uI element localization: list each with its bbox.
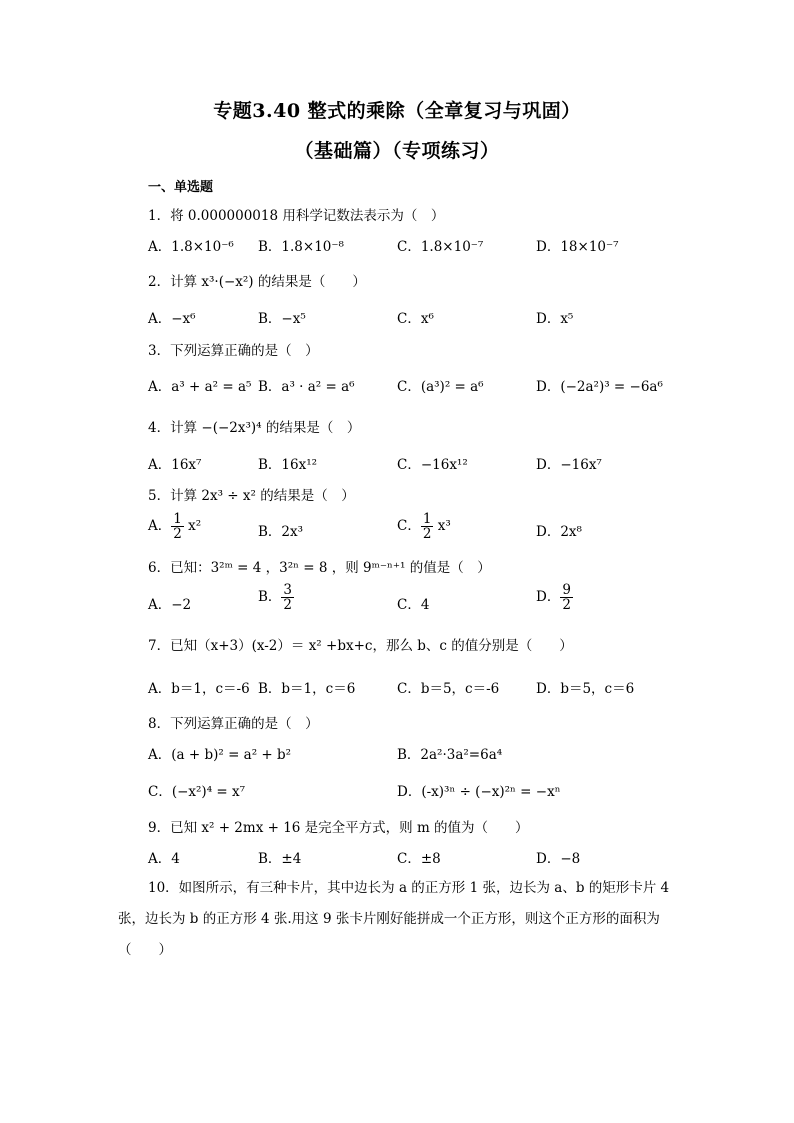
fraction: $\frac{1}{2}$ [173,511,182,543]
question-6-stem: 6．已知：3²ᵐ = 4 ，3²ⁿ = 8 ，则 9ᵐ⁻ⁿ⁺¹ 的值是（ ） [148,560,491,576]
question-2-stem: 2．计算 x³·(−x²) 的结果是（ ） [148,274,366,290]
question-10-line-3: （ ） [118,942,172,958]
question-2-option-c: C．x⁶ [397,311,434,327]
fraction: $\frac{3}{2}$ [283,582,293,614]
question-6-option-a: A．−2 [148,597,192,613]
document-title: 专题3.40 整式的乘除（全章复习与巩固） [213,100,581,122]
question-1-option-a: A．1.8×10⁻⁶ [148,239,234,255]
question-10-continuation [118,904,678,966]
question-5-option-c: C． $\frac{1}{2}$ x³ [397,511,451,543]
question-2-option-d: D．x⁵ [536,311,574,327]
question-10-line-1: 10．如图所示，有三种卡片，其中边长为 a 的正方形 1 张，边长为 a、b 的矩形卡片 4 [148,880,670,896]
question-8-option-b: B．2a²·3a²=6a⁴ [397,747,503,763]
question-5-option-b: B．2x³ [258,524,304,540]
question-3-option-d: D．(−2a²)³ = −6a⁶ [536,379,663,395]
question-3-option-c: C．(a³)² = a⁶ [397,379,484,395]
question-3-option-a: A．a³ + a² = a⁵ [148,379,252,395]
question-3-stem: 3．下列运算正确的是（ ） [148,343,319,359]
question-2-option-b: B．−x⁵ [258,311,306,327]
question-9-option-d: D．−8 [536,851,581,867]
question-4-option-a: A．16x⁷ [148,457,202,473]
question-9-option-b: B．±4 [258,851,302,867]
question-6-option-b-letter: B． [258,589,282,606]
document-subtitle: （基础篇）（专项练习） [294,140,500,162]
question-4-option-d: D．−16x⁷ [536,457,602,473]
question-7-stem: 7．已知（x+3）(x-2）＝ x² +bx+c，那么 b、c 的值分别是（ ） [148,638,573,654]
question-6-option-d [536,583,573,612]
question-4-option-c: C．−16x¹² [397,457,468,473]
question-1-stem: 1．将 0.000000018 用科学记数法表示为（ ） [148,208,445,224]
question-10-stem [118,873,678,904]
question-3-option-b: B．a³ · a² = a⁶ [258,379,355,395]
question-7-option-d: D．b＝5，c＝6 [536,681,635,697]
question-5-option-a-letter: A． [148,518,172,535]
question-1-option-b: B．1.8×10⁻⁸ [258,239,344,255]
question-5-option-a: A． $\frac{1}{2}$ x² [148,511,202,543]
question-8-option-c: C．(−x²)⁴ = x⁷ [148,784,246,800]
question-8-stem: 8．下列运算正确的是（ ） [148,716,319,732]
question-6-option-d-letter: D． [536,589,561,606]
question-10-line-2: 张，边长为 b 的正方形 4 张.用这 9 张卡片刚好能拼成一个正方形，则这个正方形的面积为 [118,911,660,927]
question-7-option-c: C．b＝5，c＝-6 [397,681,500,697]
question-5-option-c-letter: C． [397,518,421,535]
question-4-option-b: B．16x¹² [258,457,318,473]
question-6-option-c: C．4 [397,597,430,613]
question-9-stem: 9．已知 x² + 2mx + 16 是完全平方式，则 m 的值为（ ） [148,820,529,836]
question-7-option-b: B．b＝1，c＝6 [258,681,356,697]
fraction: $\frac{9}{2}$ [562,582,571,614]
section-heading: 一、单选题 [148,180,214,195]
question-8-option-d: D．(-x)³ⁿ ÷ (−x)²ⁿ = −xⁿ [397,784,561,800]
question-4-stem: 4．计算 −(−2x³)⁴ 的结果是（ ） [148,420,361,436]
question-8-option-a: A．(a + b)² = a² + b² [148,747,292,763]
question-5-stem: 5．计算 2x³ ÷ x² 的结果是（ ） [148,488,355,504]
question-1-option-c: C．1.8×10⁻⁷ [397,239,484,255]
fraction: $\frac{1}{2}$ [422,511,432,543]
question-9-option-a: A．4 [148,851,180,867]
question-9-option-c: C．±8 [397,851,441,867]
question-1-option-d: D．18×10⁻⁷ [536,239,619,255]
question-7-option-a: A．b＝1，c＝-6 [148,681,250,697]
question-6-option-b [258,583,294,612]
question-2-option-a: A．−x⁶ [148,311,196,327]
question-5-option-d: D．2x⁸ [536,524,582,540]
